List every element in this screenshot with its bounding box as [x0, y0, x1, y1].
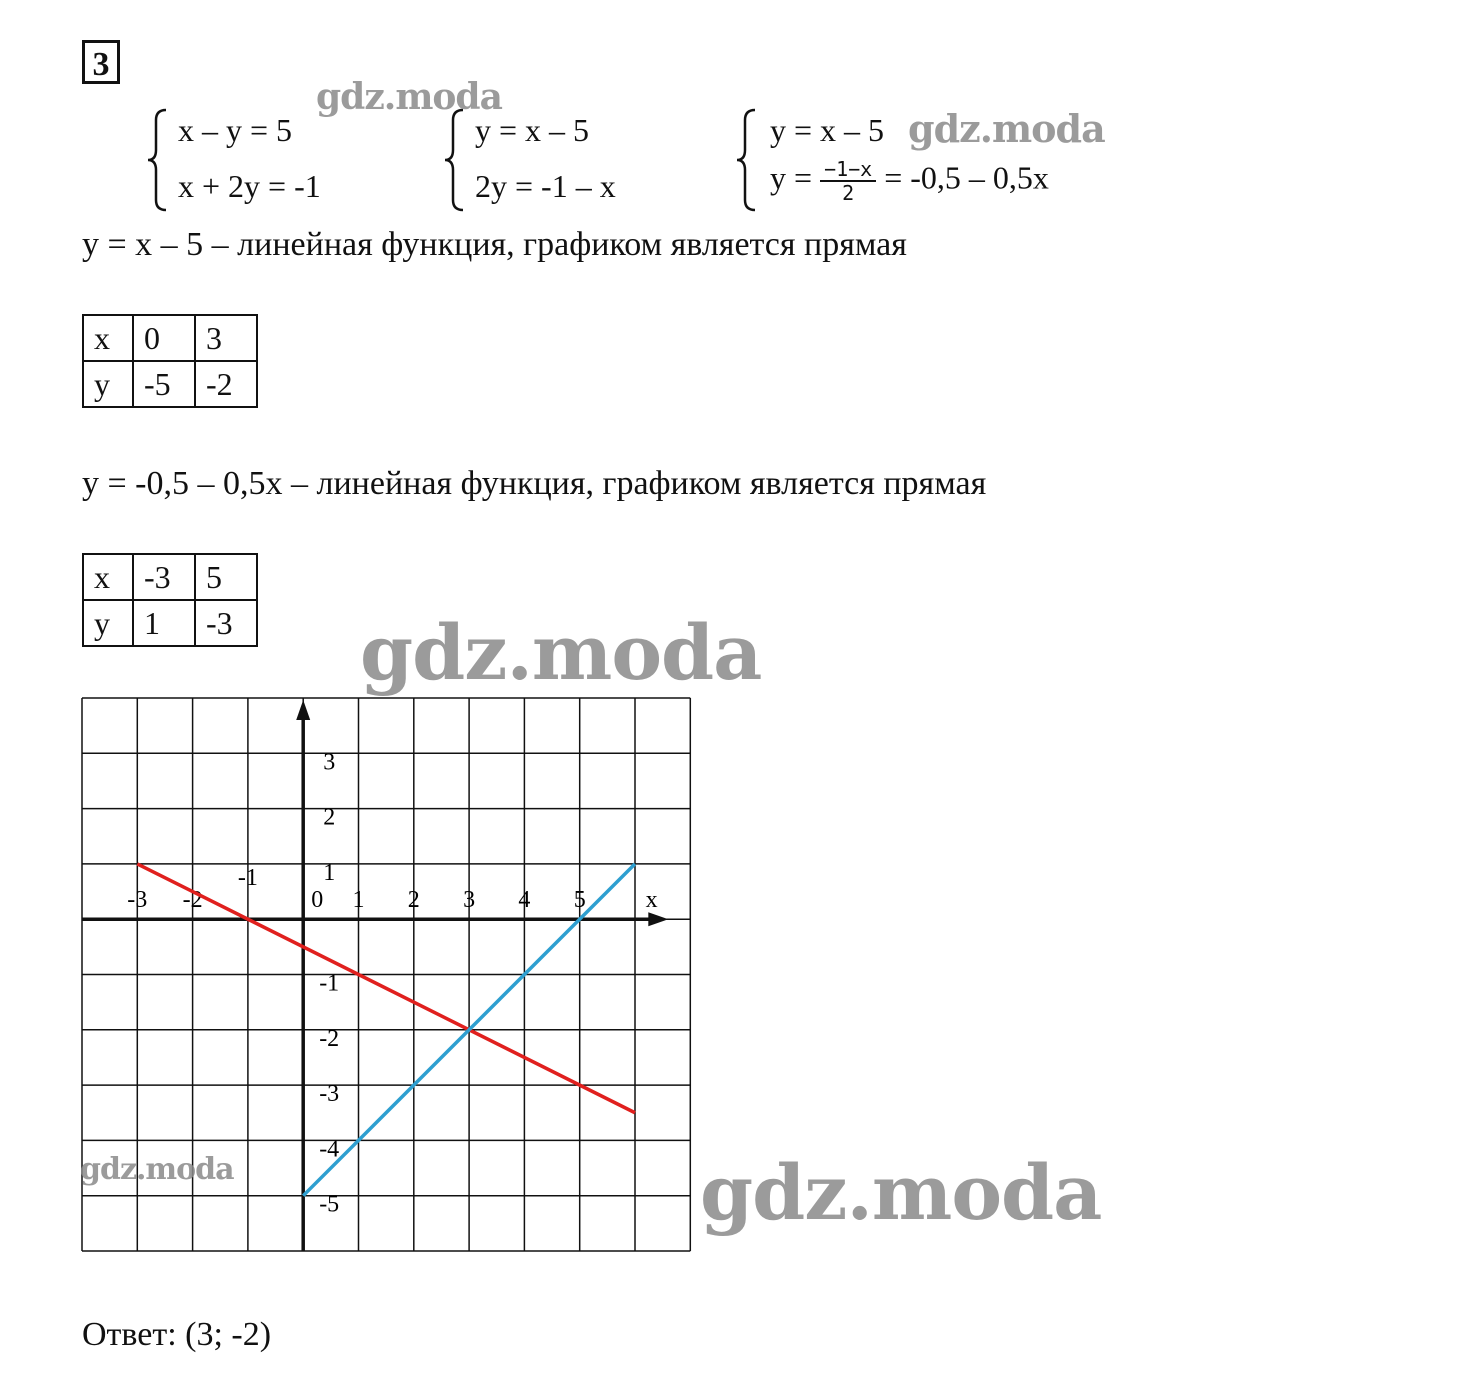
y-axis-arrow-icon [296, 700, 310, 720]
table-cell: y [83, 361, 133, 407]
table-cell: x [83, 554, 133, 600]
x-axis-label: x [645, 887, 658, 914]
table-cell: 3 [195, 315, 257, 361]
x-axis-arrow-icon [648, 912, 668, 926]
values-table-2 [82, 553, 258, 647]
x-tick-label: 3 [463, 887, 476, 914]
equation: 2y = -1 – x [475, 168, 616, 204]
fraction-denominator: 2 [842, 181, 855, 205]
function-line [137, 864, 635, 1113]
table-row [83, 600, 257, 646]
table-cell: -3 [133, 554, 195, 600]
equation-right: = -0,5 – 0,5x [884, 159, 1049, 196]
watermark: gdz.moda [80, 1152, 234, 1187]
brace-icon [443, 108, 465, 212]
fraction-numerator: −1−x [820, 158, 876, 182]
watermark: gdz.moda [360, 608, 762, 697]
equation: x – y = 5 [178, 112, 293, 148]
x-tick-label: 4 [518, 887, 531, 914]
table-cell: 5 [195, 554, 257, 600]
table-cell: x [83, 315, 133, 361]
brace-icon [735, 108, 757, 212]
y-tick-label: -4 [319, 1136, 340, 1163]
task-number: 3 [82, 40, 120, 84]
y-tick-label: 1 [323, 859, 336, 886]
table-row [83, 315, 257, 361]
watermark: gdz.moda [908, 106, 1105, 151]
equation-left: y = [770, 159, 813, 196]
table-cell: -3 [195, 600, 257, 646]
x-tick-label: 5 [573, 887, 586, 914]
equation: x + 2y = -1 [178, 168, 321, 204]
equation: y = x – 5 [475, 112, 590, 148]
x-tick-label: 1 [352, 887, 365, 914]
y-tick-label: -5 [319, 1191, 340, 1218]
y-tick-label: -2 [319, 1025, 340, 1052]
x-tick-label: -2 [182, 887, 203, 914]
table-row [83, 361, 257, 407]
y-tick-label: -3 [319, 1081, 340, 1108]
watermark: gdz.moda [316, 76, 502, 118]
statement-1: y = x – 5 – линейная функция, графиком является прямая [82, 226, 907, 263]
equation [770, 158, 1049, 204]
statement-2: y = -0,5 – 0,5x – линейная функция, графиком является прямая [82, 465, 987, 502]
x-tick-label: 0 [311, 887, 324, 914]
table-cell: 1 [133, 600, 195, 646]
y-tick-label: 2 [323, 804, 336, 831]
x-tick-label: -3 [127, 887, 148, 914]
equation: y = x – 5 [770, 112, 885, 148]
brace-icon [146, 108, 168, 212]
watermark: gdz.moda [700, 1148, 1102, 1237]
y-tick-label: -1 [319, 970, 340, 997]
coordinate-graph [70, 690, 710, 1280]
table-cell: y [83, 600, 133, 646]
answer: Ответ: (3; -2) [82, 1316, 272, 1353]
table-cell: 0 [133, 315, 195, 361]
x-tick-label: -1 [237, 865, 258, 892]
table-row [83, 554, 257, 600]
table-cell: -2 [195, 361, 257, 407]
x-tick-label: 2 [407, 887, 420, 914]
values-table-1 [82, 314, 258, 408]
y-tick-label: 3 [323, 749, 336, 776]
fraction [820, 158, 876, 204]
table-cell: -5 [133, 361, 195, 407]
